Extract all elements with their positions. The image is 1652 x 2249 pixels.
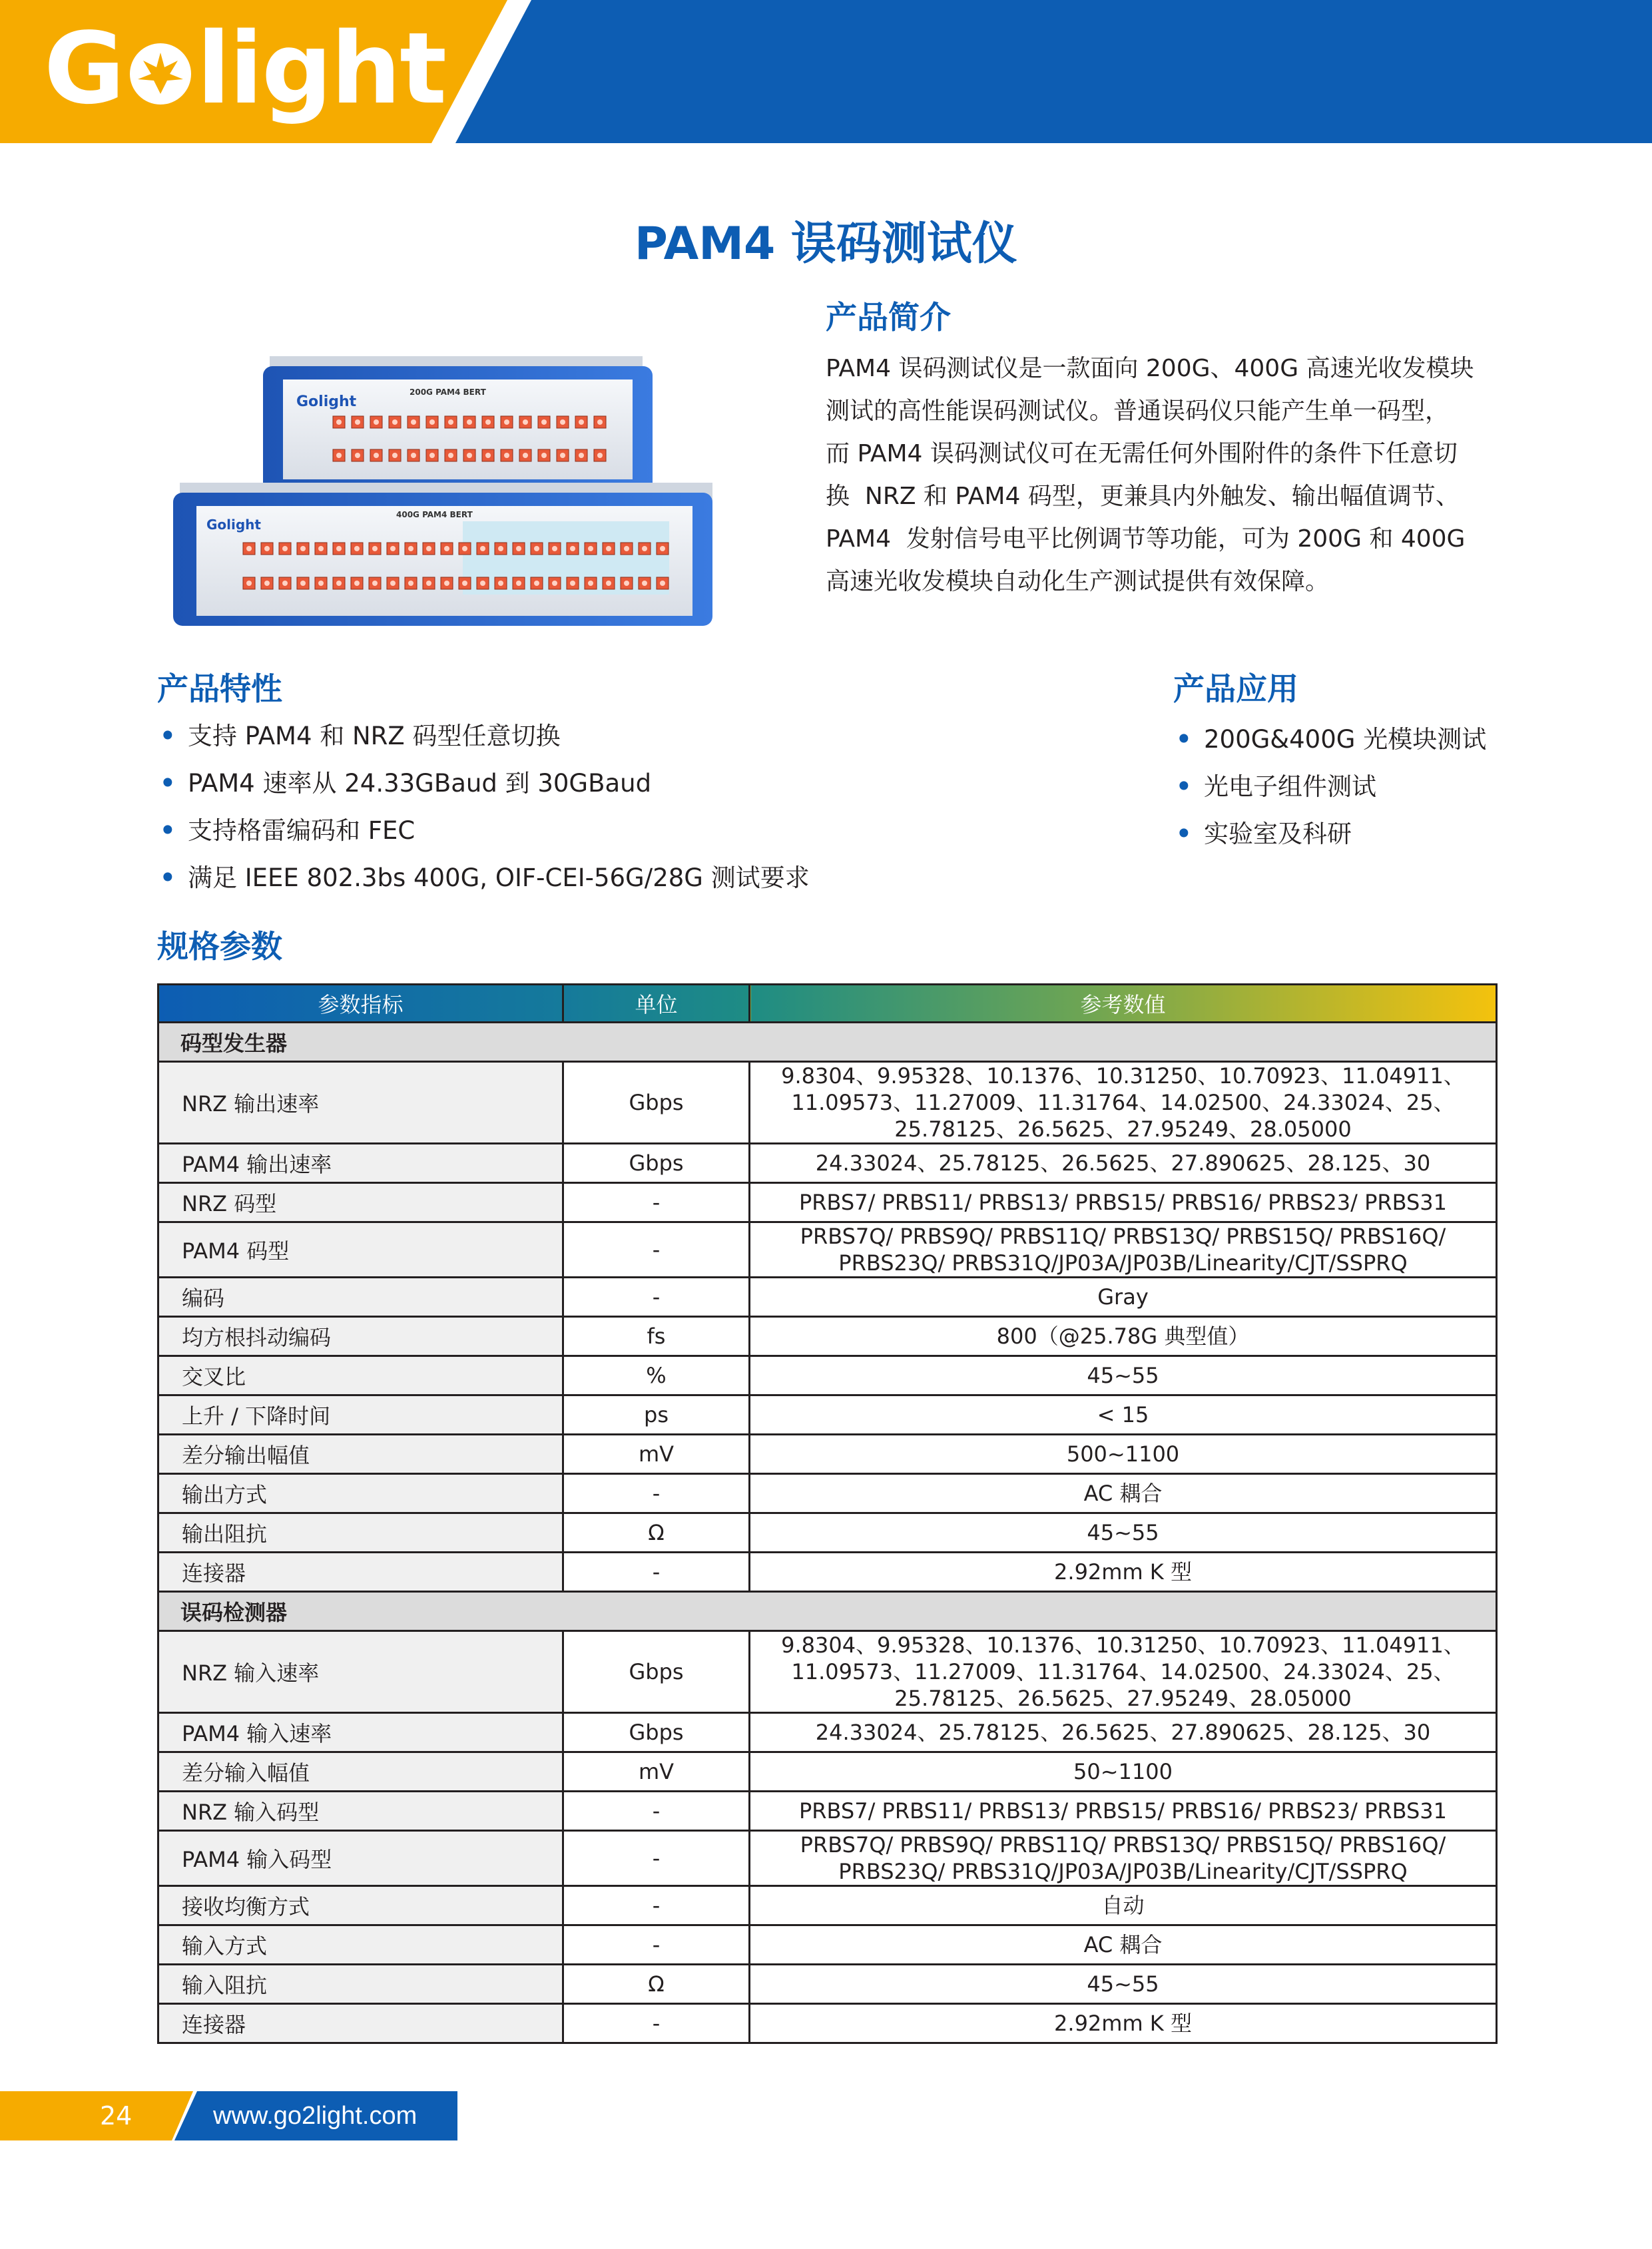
spec-param-cell: PAM4 输出速率 <box>158 1144 563 1183</box>
feature-item-text: 满足 IEEE 802.3bs 400G, OIF-CEI-56G/28G 测试要求 <box>188 864 810 892</box>
spec-unit-cell: - <box>563 2004 750 2043</box>
bullet-dot-icon: • <box>1176 725 1192 754</box>
page-number: 24 <box>100 2101 133 2130</box>
spec-header-param: 参数指标 <box>158 985 563 1023</box>
table-row <box>158 1278 1497 1317</box>
spec-value-line: 9.8304、9.95328、10.1376、10.31250、10.70923、11.04911、 <box>781 1632 1465 1658</box>
spec-unit-cell: - <box>563 1831 750 1886</box>
intro-line: PAM4 误码测试仪是一款面向 200G、400G 高速光收发模块 <box>826 355 1474 382</box>
spec-unit-cell: Gbps <box>563 1631 750 1713</box>
table-row <box>158 1435 1497 1474</box>
spec-value-cell <box>750 1925 1497 1965</box>
svg-text:Golight: Golight <box>206 517 261 533</box>
table-row <box>158 1062 1497 1144</box>
table-row <box>158 1752 1497 1792</box>
spec-section-title: 误码检测器 <box>158 1592 1497 1631</box>
feature-item <box>157 807 810 854</box>
spec-value-line: 50~1100 <box>1073 1759 1173 1784</box>
spec-param-cell: 连接器 <box>158 2004 563 2043</box>
svg-text:Golight: Golight <box>296 393 357 410</box>
spec-param-cell: 差分输出幅值 <box>158 1435 563 1474</box>
feature-item-text: PAM4 速率从 24.33GBaud 到 30GBaud <box>188 769 652 798</box>
spec-value-line: 25.78125、26.5625、27.95249、28.05000 <box>894 1686 1352 1711</box>
intro-line: PAM4 发射信号电平比例调节等功能，可为 200G 和 400G <box>826 525 1466 553</box>
spec-value-cell <box>750 1886 1497 1925</box>
spec-value-cell <box>750 1965 1497 2004</box>
table-row <box>158 1965 1497 2004</box>
table-row <box>158 1713 1497 1752</box>
spec-unit-cell: Gbps <box>563 1062 750 1144</box>
intro-line: 换 NRZ 和 PAM4 码型，更兼具内外触发、输出幅值调节、 <box>826 483 1460 510</box>
spec-value-line: PRBS7Q/ PRBS9Q/ PRBS11Q/ PRBS13Q/ PRBS15Q/ PRBS16Q/ <box>800 1832 1446 1858</box>
table-row <box>158 1513 1497 1553</box>
spec-unit-cell: - <box>563 1278 750 1317</box>
spec-value-cell <box>750 1062 1497 1144</box>
spec-param-cell: NRZ 输入速率 <box>158 1631 563 1713</box>
table-row <box>158 1317 1497 1356</box>
table-row <box>158 1144 1497 1183</box>
spec-unit-cell: - <box>563 1222 750 1278</box>
application-item-text: 光电子组件测试 <box>1204 772 1376 801</box>
spec-value-cell <box>750 1752 1497 1792</box>
spec-value-line: AC 耦合 <box>1083 1932 1163 1957</box>
spec-value-cell <box>750 2004 1497 2043</box>
spec-value-line: 2.92mm K 型 <box>1054 1559 1192 1585</box>
table-row <box>158 1395 1497 1435</box>
spec-table <box>157 983 1498 2044</box>
spec-value-line: PRBS7/ PRBS11/ PRBS13/ PRBS15/ PRBS16/ PRBS23/ PRBS31 <box>798 1190 1448 1215</box>
svg-text:400G PAM4 BERT: 400G PAM4 BERT <box>396 510 473 519</box>
features-list <box>157 712 810 901</box>
bullet-dot-icon: • <box>1176 820 1192 848</box>
spec-section-row <box>158 1023 1497 1062</box>
spec-unit-cell: mV <box>563 1435 750 1474</box>
spec-param-cell: NRZ 码型 <box>158 1183 563 1222</box>
spec-param-cell: 接收均衡方式 <box>158 1886 563 1925</box>
bullet-dot-icon: • <box>160 769 176 798</box>
device-400g-unit <box>173 483 712 626</box>
feature-item <box>157 760 810 807</box>
spec-unit-cell: - <box>563 1474 750 1513</box>
spec-value-cell <box>750 1513 1497 1553</box>
applications-heading: 产品应用 <box>1173 671 1298 708</box>
table-row <box>158 1553 1497 1592</box>
spec-unit-cell: - <box>563 1553 750 1592</box>
table-row <box>158 1474 1497 1513</box>
intro-text <box>826 348 1498 603</box>
device-200g-unit <box>263 356 653 493</box>
bullet-dot-icon: • <box>1176 772 1192 801</box>
spec-param-cell: 输入阻抗 <box>158 1965 563 2004</box>
spec-value-cell <box>750 1553 1497 1592</box>
spec-unit-cell: fs <box>563 1317 750 1356</box>
spec-value-line: 24.33024、25.78125、26.5625、27.890625、28.125、30 <box>815 1720 1431 1745</box>
application-item <box>1173 810 1486 858</box>
spec-value-line: 800（@25.78G 典型值） <box>996 1324 1250 1349</box>
page-title: PAM4 误码测试仪 <box>635 218 1017 270</box>
spec-value-line: PRBS7Q/ PRBS9Q/ PRBS11Q/ PRBS13Q/ PRBS15Q/ PRBS16Q/ <box>800 1224 1446 1249</box>
intro-line: 高速光收发模块自动化生产测试提供有效保障。 <box>826 568 1330 595</box>
feature-item-text: 支持 PAM4 和 NRZ 码型任意切换 <box>188 722 561 750</box>
feature-item <box>157 712 810 760</box>
spec-unit-cell: % <box>563 1356 750 1395</box>
features-heading: 产品特性 <box>157 671 282 708</box>
spec-value-line: 2.92mm K 型 <box>1054 2011 1192 2036</box>
bullet-dot-icon: • <box>160 864 176 892</box>
spec-value-line: 45~55 <box>1087 1363 1159 1388</box>
table-row <box>158 1925 1497 1965</box>
bullet-dot-icon: • <box>160 816 176 845</box>
spec-param-cell: PAM4 码型 <box>158 1222 563 1278</box>
spec-section-row <box>158 1592 1497 1631</box>
spec-value-line: PRBS7/ PRBS11/ PRBS13/ PRBS15/ PRBS16/ PRBS23/ PRBS31 <box>798 1798 1448 1824</box>
spec-value-cell <box>750 1792 1497 1831</box>
spec-heading: 规格参数 <box>157 929 282 965</box>
logo-sun-icon <box>127 41 194 107</box>
spec-value-cell <box>750 1474 1497 1513</box>
spec-unit-cell: ps <box>563 1395 750 1435</box>
spec-value-line: 45~55 <box>1087 1520 1159 1545</box>
applications-list <box>1173 716 1486 858</box>
spec-param-cell: 连接器 <box>158 1553 563 1592</box>
spec-value-line: 500~1100 <box>1066 1441 1180 1467</box>
spec-param-cell: 差分输入幅值 <box>158 1752 563 1792</box>
spec-value-cell <box>750 1713 1497 1752</box>
spec-header-value: 参考数值 <box>750 985 1497 1023</box>
table-row <box>158 1356 1497 1395</box>
intro-line: 测试的高性能误码测试仪。普通误码仪只能产生单一码型， <box>826 397 1450 425</box>
spec-value-line: PRBS23Q/ PRBS31Q/JP03A/JP03B/Linearity/CJT/SSPRQ <box>838 1250 1408 1276</box>
spec-value-cell <box>750 1831 1497 1886</box>
spec-value-line: AC 耦合 <box>1083 1481 1163 1506</box>
spec-section-title: 码型发生器 <box>158 1023 1497 1062</box>
spec-value-line: 25.78125、26.5625、27.95249、28.05000 <box>894 1117 1352 1142</box>
spec-value-line: PRBS23Q/ PRBS31Q/JP03A/JP03B/Linearity/CJT/SSPRQ <box>838 1859 1408 1884</box>
spec-unit-cell: - <box>563 1183 750 1222</box>
spec-value-cell <box>750 1317 1497 1356</box>
spec-unit-cell: - <box>563 1886 750 1925</box>
spec-unit-cell: - <box>563 1925 750 1965</box>
spec-value-cell <box>750 1435 1497 1474</box>
spec-param-cell: 输出阻抗 <box>158 1513 563 1553</box>
brand-logo <box>44 11 445 126</box>
spec-value-line: 9.8304、9.95328、10.1376、10.31250、10.70923、11.04911、 <box>781 1063 1465 1089</box>
feature-item-text: 支持格雷编码和 FEC <box>188 816 415 845</box>
spec-unit-cell: Ω <box>563 1965 750 2004</box>
table-row <box>158 1631 1497 1713</box>
intro-heading: 产品简介 <box>826 300 951 336</box>
spec-param-cell: PAM4 输入速率 <box>158 1713 563 1752</box>
intro-line: 而 PAM4 误码测试仪可在无需任何外围附件的条件下任意切 <box>826 440 1458 467</box>
spec-value-line: 11.09573、11.27009、11.31764、14.02500、24.33024、25、 <box>791 1659 1455 1684</box>
spec-header-row <box>158 985 1497 1023</box>
spec-param-cell: 输入方式 <box>158 1925 563 1965</box>
spec-param-cell: 交叉比 <box>158 1356 563 1395</box>
application-item-text: 200G&400G 光模块测试 <box>1204 725 1487 754</box>
spec-value-line: 11.09573、11.27009、11.31764、14.02500、24.33024、25、 <box>791 1090 1455 1115</box>
spec-value-line: < 15 <box>1097 1402 1149 1427</box>
spec-value-line: 自动 <box>1101 1893 1145 1918</box>
spec-value-cell <box>750 1631 1497 1713</box>
spec-value-cell <box>750 1278 1497 1317</box>
table-row <box>158 1886 1497 1925</box>
website-link[interactable]: www.go2light.com <box>213 2102 417 2130</box>
table-row <box>158 1222 1497 1278</box>
product-device-image <box>170 343 729 629</box>
spec-unit-cell: - <box>563 1792 750 1831</box>
svg-text:200G PAM4 BERT: 200G PAM4 BERT <box>410 387 486 397</box>
spec-param-cell: 上升 / 下降时间 <box>158 1395 563 1435</box>
spec-value-line: 45~55 <box>1087 1971 1159 1997</box>
feature-item <box>157 854 810 901</box>
table-row <box>158 1831 1497 1886</box>
spec-value-cell <box>750 1183 1497 1222</box>
spec-unit-cell: Ω <box>563 1513 750 1553</box>
application-item <box>1173 763 1486 810</box>
spec-param-cell: NRZ 输入码型 <box>158 1792 563 1831</box>
spec-param-cell: 输出方式 <box>158 1474 563 1513</box>
spec-unit-cell: mV <box>563 1752 750 1792</box>
spec-unit-cell: Gbps <box>563 1713 750 1752</box>
table-row <box>158 1183 1497 1222</box>
table-row <box>158 2004 1497 2043</box>
bullet-dot-icon: • <box>160 722 176 750</box>
spec-value-line: 24.33024、25.78125、26.5625、27.890625、28.125、30 <box>815 1150 1431 1176</box>
logo-text-left: G <box>44 11 124 126</box>
spec-value-line: Gray <box>1097 1284 1149 1310</box>
spec-param-cell: NRZ 输出速率 <box>158 1062 563 1144</box>
table-row <box>158 1792 1497 1831</box>
spec-param-cell: 编码 <box>158 1278 563 1317</box>
spec-value-cell <box>750 1356 1497 1395</box>
spec-unit-cell: Gbps <box>563 1144 750 1183</box>
application-item-text: 实验室及科研 <box>1204 820 1352 848</box>
logo-text-right: light <box>196 11 445 126</box>
spec-value-cell <box>750 1395 1497 1435</box>
application-item <box>1173 716 1486 763</box>
spec-param-cell: 均方根抖动编码 <box>158 1317 563 1356</box>
footer-yellow-block <box>0 2091 193 2140</box>
spec-value-cell <box>750 1222 1497 1278</box>
spec-param-cell: PAM4 输入码型 <box>158 1831 563 1886</box>
spec-value-cell <box>750 1144 1497 1183</box>
spec-header-unit: 单位 <box>563 985 750 1023</box>
